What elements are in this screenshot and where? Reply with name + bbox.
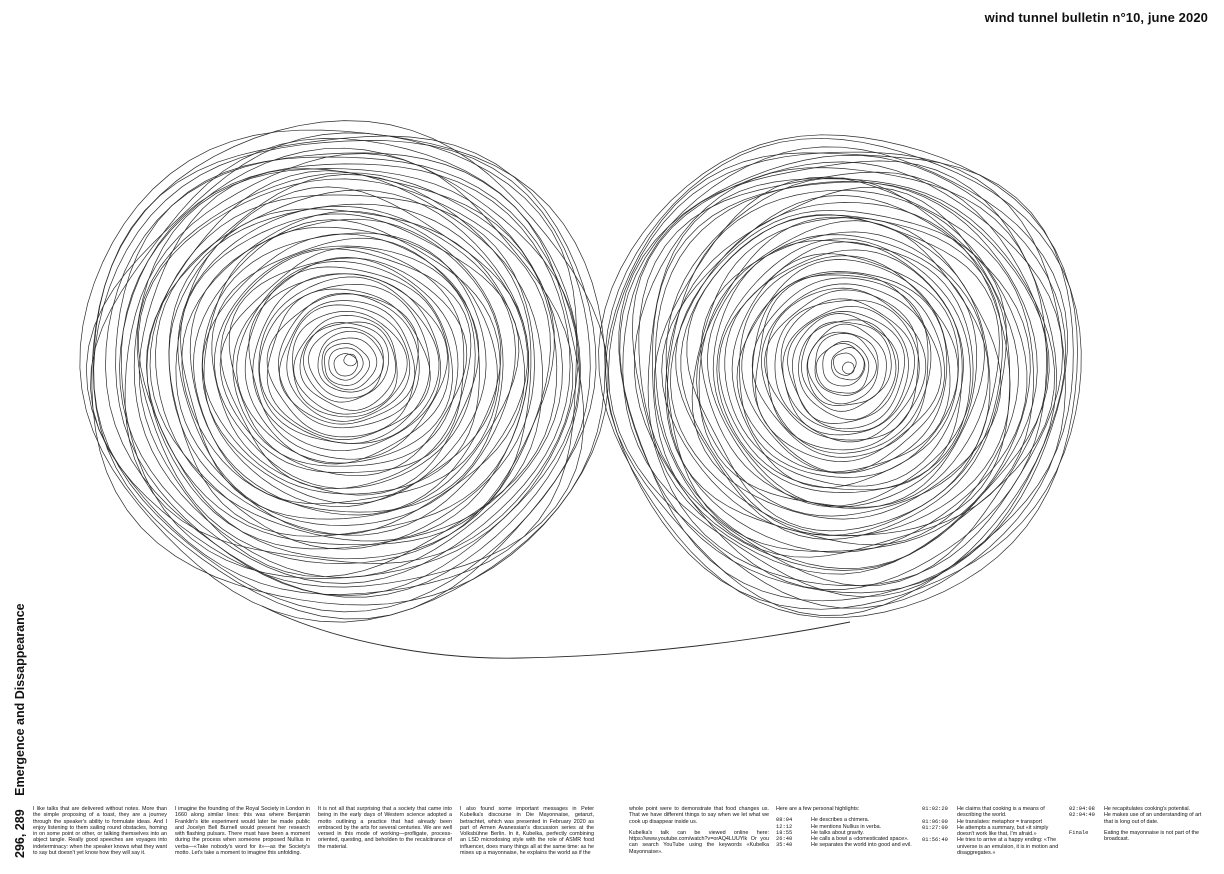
timestamp: Finale [1069, 829, 1089, 836]
spiral-ring [279, 301, 414, 425]
bulletin-masthead: wind tunnel bulletin n°10, june 2020 [984, 10, 1208, 25]
timestamp: 18:55 [776, 829, 793, 836]
spiral-ring [717, 239, 971, 493]
spiral-ring [146, 174, 531, 544]
spiral-ring [781, 299, 915, 435]
paragraph: Kubelka's talk can be viewed online here: https://www.youtube.com/watch?v=orAQ4LUUYlk Or you can search YouTube using the keywords «Kubelka Mayonnaise». [629, 829, 769, 855]
paragraph: I also found some important messages in Peter Kubelka's discourse in Die Mayonnaise, getanzt, betrachtet, which was presented in February 2020 as part of Armen Avanessian's discussion series at the Volksbühne Berlin. In it, Kubelka, perfectly combining an LSD microdosing style with the role of ASMR food influencer, does many things all at the same time: as he mixes up a mayonnaise, he explains the world as if the [460, 806, 594, 857]
timeline-text: Eating the mayonnaise is not part of the broadcast. [1104, 829, 1199, 843]
spiral-ring [134, 169, 562, 578]
spiral-ring [808, 332, 878, 404]
spiral-ring [681, 215, 1003, 536]
paragraph: I imagine the founding of the Royal Society in London in 1660 along similar lines: this was where Benjamin Franklin's kite experiment would later be made public and Jocelyn Bell Burnell would present her research with flashing pulsars. There must have been a moment during the process when someone proposed Nullius in verba—«Take nobody's word for it»—as the Society's motto. Let's take a moment to imagine this unfolding. [175, 806, 310, 857]
timestamp: 01:27:00 [922, 824, 948, 831]
paragraph: I like talks that are delivered without notes. More than the simple proposing of a toast, they are a journey through the speaker's ability to formulate ideas. And I enjoy listening to them sailing round obstacles, homing in on some point or other, or talking themselves into an abject tangle. Really good speeches are voyages into indeterminacy: when the speaker knows what they want to say but doesn't yet know how they will say it. [33, 806, 167, 857]
spiral-ring [767, 288, 926, 450]
highlights-column-3 [1069, 806, 1209, 842]
spiral-ring [259, 277, 439, 444]
spiral-ring [137, 173, 554, 564]
spiral-ring [181, 214, 519, 519]
timeline-row [922, 837, 1062, 856]
timeline-text: He mentions Nullius in verba. [811, 823, 882, 830]
spiral-ring [214, 246, 475, 488]
timeline-text: He describes a chimera. [811, 817, 870, 824]
timestamp: 12:12 [776, 823, 793, 830]
highlights-column-2 [922, 806, 1062, 856]
spiral-ring [147, 171, 543, 549]
paragraph: whole point were to demonstrate that food changes us. That we have different things to say when we let what we cook up disappear inside us. [629, 806, 769, 825]
spiral-ring [699, 221, 988, 508]
spiral-ring [655, 181, 1037, 568]
spiral-ring [318, 331, 383, 392]
spiral-ring [245, 267, 449, 464]
timeline-text: He calls a bowl a «domesticated space». [811, 836, 909, 843]
article-column-3 [318, 806, 452, 855]
timestamp: 02:04:08 [1069, 806, 1095, 812]
timeline-text: He talks about gravity. [811, 829, 864, 836]
timeline-text: He separates the world into good and evil. [811, 842, 912, 849]
timestamp: 01:06:00 [922, 818, 948, 825]
timeline-text: He tries to arrive at a happy ending: «The universe is an emulsion, it is in motion and disaggregates.» [957, 837, 1059, 857]
timeline-text: He makes use of an understanding of art that is long out of date. [1104, 812, 1202, 825]
spiral-ring [732, 254, 958, 488]
highlights-column-1 [776, 806, 916, 849]
spiral-ring [278, 293, 419, 428]
timeline-row [922, 806, 1062, 819]
connecting-line [262, 606, 850, 658]
timeline-row [776, 842, 916, 848]
article-column-2 [175, 806, 310, 861]
spiral-ring [792, 314, 898, 424]
spiral-ring [260, 284, 430, 443]
timeline-text: He attempts a summary, but «it simply doesn't work like that, I'm afraid.» [957, 824, 1049, 838]
timestamp: 26:40 [776, 836, 793, 843]
timestamp: 01:56:40 [922, 837, 948, 844]
spiral-ring [609, 152, 1066, 608]
article-column-4 [460, 806, 594, 861]
spiral-ring [634, 168, 1046, 590]
article-column-5 [629, 806, 769, 860]
article-column-1 [33, 806, 167, 861]
spiral-ring [322, 338, 377, 390]
article-title: Emergence and Dissappearance [13, 603, 27, 796]
spiral-ring [303, 323, 388, 403]
paragraph: It is not all that surprising that a society that came into being in the early days of Western science adopted a motto outlining a practice that had already been embraced by the arts for several centuries. We are well versed in this mode of working—profligate, process-oriented, questing, and beholden to the recalcitrance of the material. [318, 806, 452, 850]
spiral-ring [121, 148, 578, 578]
left-spiral [80, 121, 608, 622]
timestamp: 02:04:40 [1069, 812, 1095, 819]
timeline-row [1069, 812, 1209, 825]
page-numbers: 296, 289 [13, 809, 27, 858]
spiral-ring [687, 215, 1000, 531]
timeline-row [1069, 830, 1209, 843]
timeline-text: He claims that cooking is a means of describing the world. [957, 806, 1045, 819]
timestamp: 35:40 [776, 842, 793, 849]
spiral-ring [623, 161, 1057, 597]
highlights-intro: Here are a few personal highlights: [776, 806, 860, 812]
timeline-row [922, 825, 1062, 838]
timeline-text: He translates: metaphor = transport [957, 818, 1042, 825]
spiral-ring [300, 322, 396, 410]
spiral-ring [178, 206, 516, 525]
spiral-ring [344, 354, 357, 366]
timestamp: 01:02:20 [922, 806, 948, 812]
timestamp: 08:04 [776, 817, 793, 824]
timeline-text: He recapitulates cooking's potential. [1104, 806, 1191, 812]
spiral-ring [692, 218, 1001, 519]
right-spiral [599, 135, 1082, 618]
